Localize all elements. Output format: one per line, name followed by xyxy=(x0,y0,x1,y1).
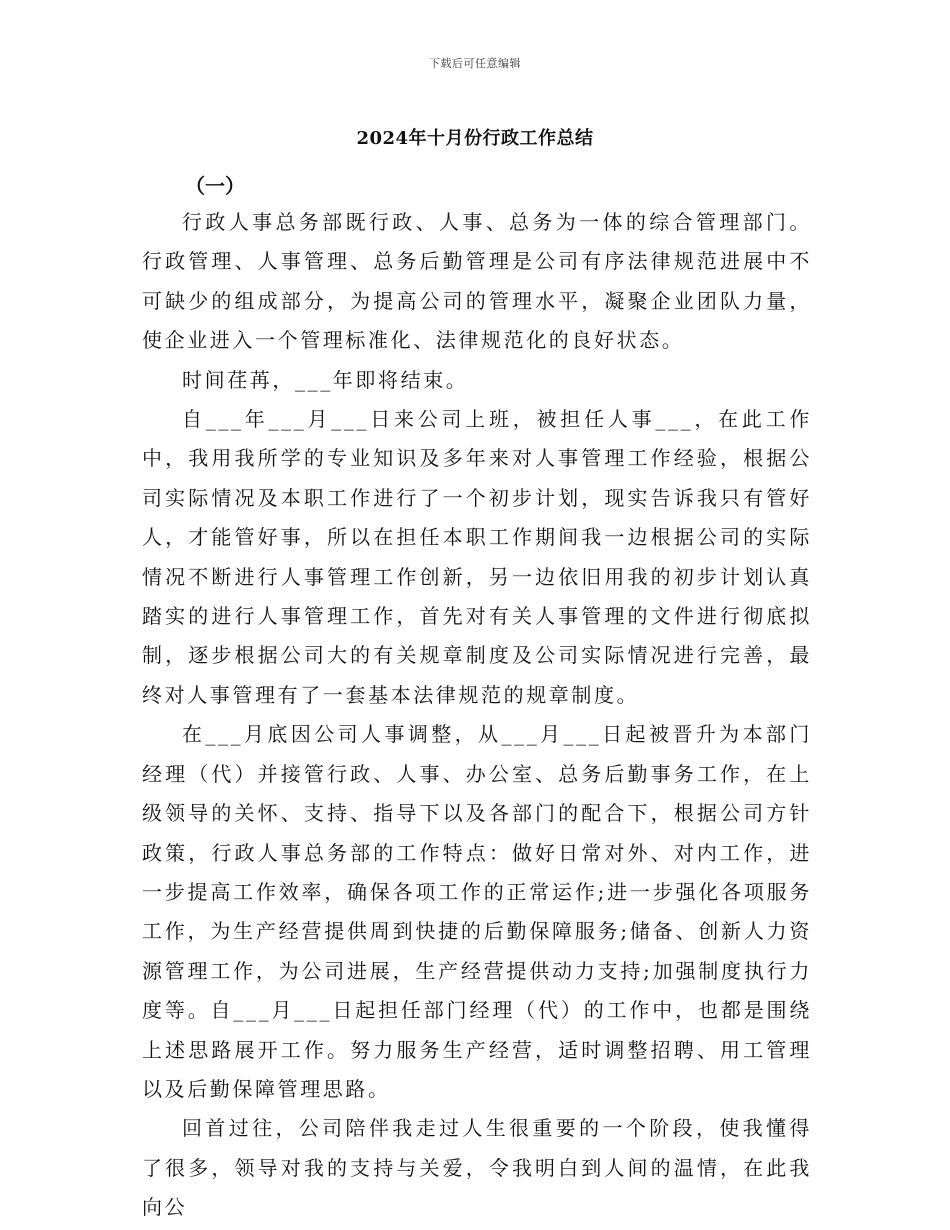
paragraph: 时间荏苒，___年即将结束。 xyxy=(182,367,469,392)
document-body xyxy=(142,203,812,1228)
paragraph: 在___月底因公司人事调整，从___月___日起被晋升为本部门经理（代）并接管行政、人事、办公室、总务后勤事务工作，在上级领导的关怀、支持、指导下以及各部门的配合下，根据公司方针政策，行政人事总务部的工作特点：做好日常对外、对内工作，进一步提高工作效率，确保各项工作的正常运作;进一步强化各项服务工作，为生产经营提供周到快捷的后勤保障服务;储备、创新人力资源管理工作，为公司进展，生产经营提供动力支持;加强制度执行力度等。自___月___日起担任部门经理（代）的工作中，也都是围绕上述思路展开工作。努力服务生产经营，适时调整招聘、用工管理以及后勤保障管理思路。 xyxy=(142,722,812,1101)
paragraph: 自___年___月___日来公司上班，被担任人事___，在此工作中，我用我所学的专业知识及多年来对人事管理工作经验，根据公司实际情况及本职工作进行了一个初步计划，现实告诉我只有管好人，才能管好事，所以在担任本职工作期间我一边根据公司的实际情况不断进行人事管理工作创新，另一边依旧用我的初步计划认真踏实的进行人事管理工作，首先对有关人事管理的文件进行彻底拟制，逐步根据公司大的有关规章制度及公司实际情况进行完善，最终对人事管理有了一套基本法律规范的规章制度。 xyxy=(142,407,812,707)
document-title: 2024年十月份行政工作总结 xyxy=(356,128,594,149)
header-note: 下载后可任意编辑 xyxy=(429,57,521,70)
section-label: （一） xyxy=(185,174,245,198)
paragraph: 行政人事总务部既行政、人事、总务为一体的综合管理部门。行政管理、人事管理、总务后勤管理是公司有序法律规范进展中不可缺少的组成部分，为提高公司的管理水平，凝聚企业团队力量，使企业进入一个管理标准化、法律规范化的良好状态。 xyxy=(142,210,812,353)
paragraph: 回首过往，公司陪伴我走过人生很重要的一个阶段，使我懂得了很多，领导对我的支持与关爱，令我明白到人间的温情，在此我向公 xyxy=(142,1116,812,1220)
